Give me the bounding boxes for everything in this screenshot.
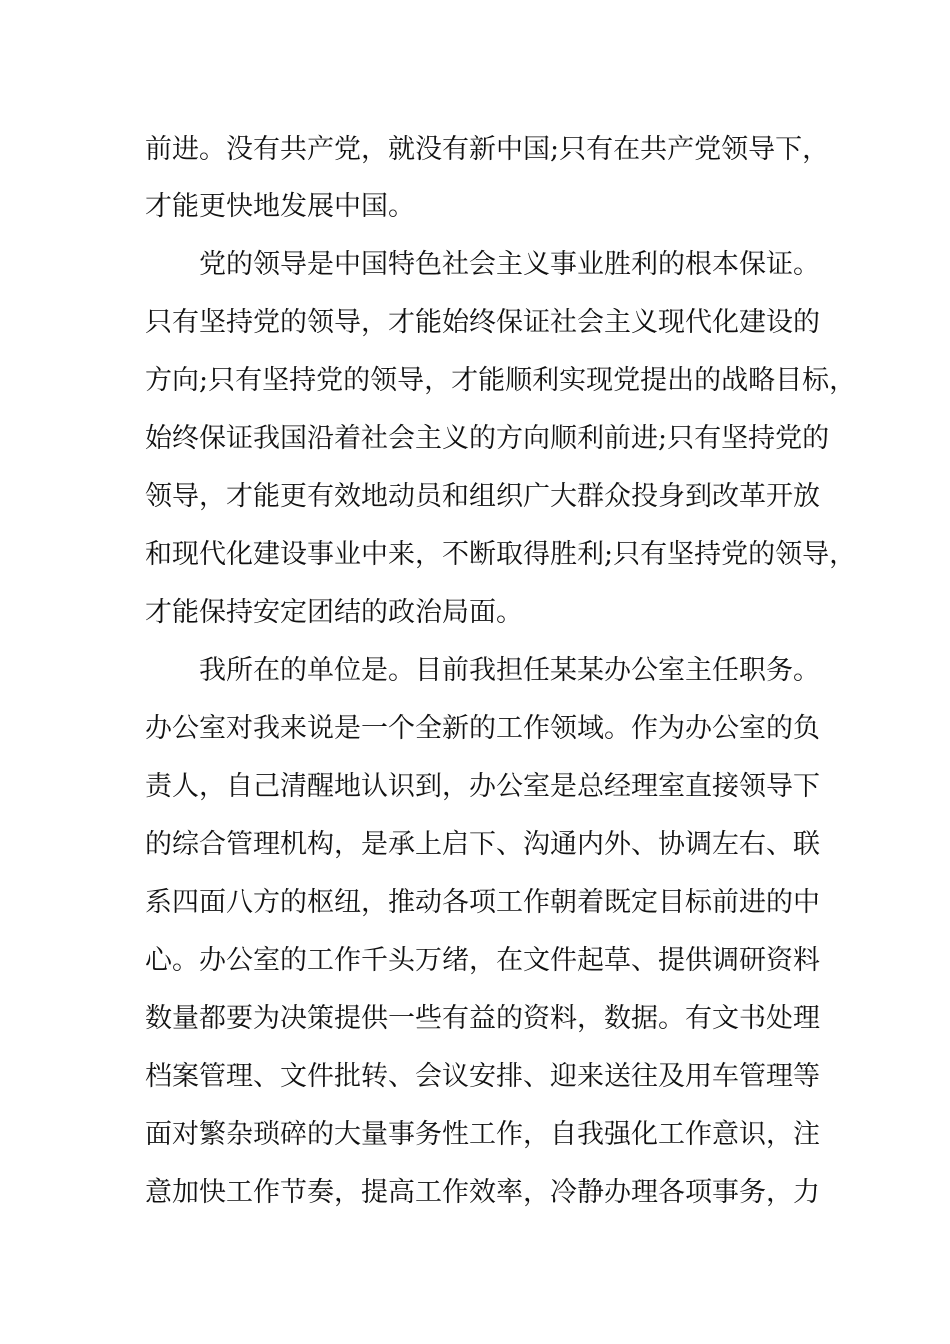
paragraph-3-line-1: 我所在的单位是。目前我担任某某办公室主任职务。 [199, 655, 820, 686]
paragraph-3-line-5: 系四面八方的枢纽，推动各项工作朝着既定目标前进的中 [145, 887, 820, 918]
paragraph-3-line-8: 档案管理、文件批转、会议安排、迎来送往及用车管理等 [145, 1061, 820, 1092]
paragraph-3-line-6: 心。办公室的工作千头万绪，在文件起草、提供调研资料 [145, 945, 820, 976]
paragraph-3-line-9: 面对繁杂琐碎的大量事务性工作，自我强化工作意识，注 [145, 1119, 820, 1150]
paragraph-2-line-4: 始终保证我国沿着社会主义的方向顺利前进;只有坚持党的 [145, 423, 830, 454]
paragraph-3-line-10: 意加快工作节奏，提高工作效率，冷静办理各项事务，力 [145, 1177, 820, 1208]
paragraph-3-line-4: 的综合管理机构，是承上启下、沟通内外、协调左右、联 [145, 829, 820, 860]
paragraph-3-line-7: 数量都要为决策提供一些有益的资料，数据。有文书处理 [145, 1003, 820, 1034]
paragraph-2-line-1: 党的领导是中国特色社会主义事业胜利的根本保证。 [199, 249, 820, 280]
paragraph-2-line-6: 和现代化建设事业中来，不断取得胜利;只有坚持党的领导， [145, 539, 857, 570]
paragraph-2-line-3: 方向;只有坚持党的领导，才能顺利实现党提出的战略目标， [145, 365, 857, 396]
paragraph-2-line-2: 只有坚持党的领导，才能始终保证社会主义现代化建设的 [145, 307, 820, 338]
paragraph-3-line-3: 责人，自己清醒地认识到，办公室是总经理室直接领导下 [145, 771, 820, 802]
paragraph-1-line-2: 才能更快地发展中国。 [145, 191, 415, 222]
paragraph-3-line-2: 办公室对我来说是一个全新的工作领域。作为办公室的负 [145, 713, 820, 744]
paragraph-1-line-1: 前进。没有共产党，就没有新中国;只有在共产党领导下， [145, 134, 830, 165]
paragraph-2-line-7: 才能保持安定团结的政治局面。 [145, 597, 523, 628]
paragraph-2-line-5: 领导，才能更有效地动员和组织广大群众投身到改革开放 [145, 481, 820, 512]
